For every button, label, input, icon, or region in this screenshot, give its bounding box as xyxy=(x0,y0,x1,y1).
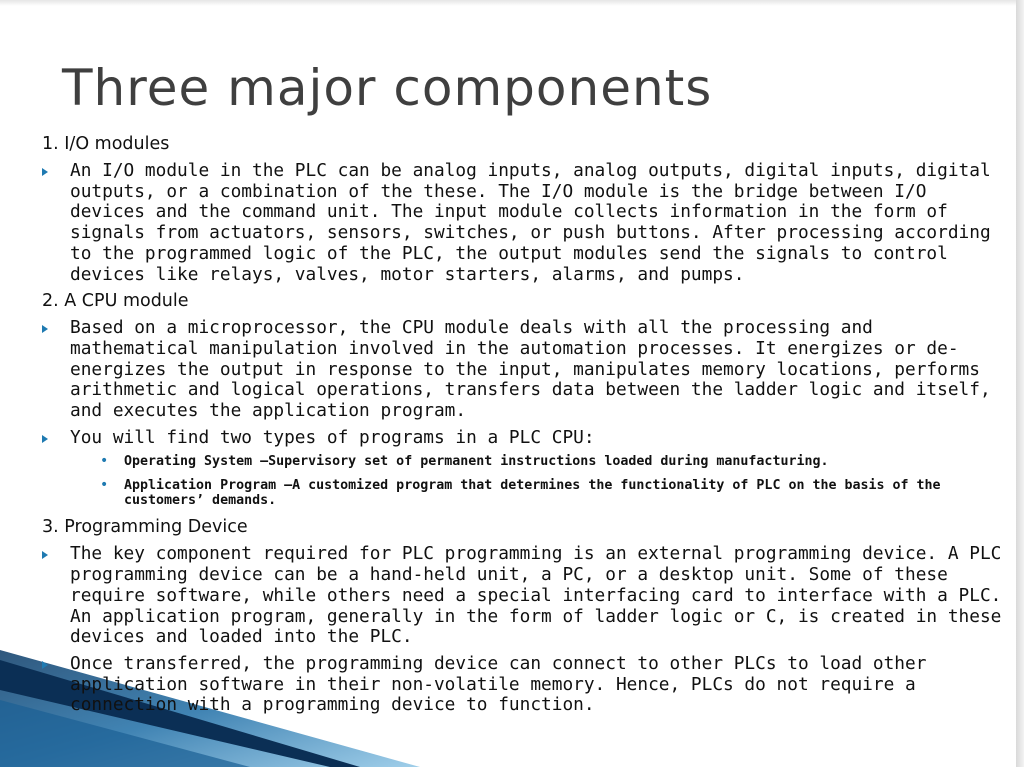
bullet-program-types xyxy=(42,428,1002,449)
section-heading-io-modules: 1. I/O modules xyxy=(42,134,170,154)
bullet-once-transferred xyxy=(42,654,1002,716)
section-heading-cpu-module: 2. A CPU module xyxy=(42,291,189,312)
subbullet-dot-icon: • xyxy=(100,477,109,494)
bullet-text: The key component required for PLC programming is an external programming device. A PLC programming device can be a hand-held unit, a PC, or a desktop unit. Some of these require software, while others need a special interfacing card to interface with a PLC. An application program, generally in the form of ladder logic or C, is created in these devices and loaded into the PLC. xyxy=(70,543,1002,648)
bullet-arrow-icon xyxy=(42,435,48,443)
bullet-text: An I/O module in the PLC can be analog inputs, analog outputs, digital inputs, digital outputs, or a combination of the these. The I/O module is the bridge between I/O devices and the command unit. The input module collects information in the form of signals from actuators, sensors, switches, or push buttons. After processing according to the programmed logic of the PLC, the output modules send the signals to control devices like relays, valves, motor starters, alarms, and pumps. xyxy=(70,160,991,285)
bullet-arrow-icon xyxy=(42,168,48,176)
bullet-arrow-icon xyxy=(42,661,48,669)
bullet-io-modules xyxy=(42,161,1002,285)
subbullet-text: Application Program –A customized program that determines the functionality of PLC on the basis of the customers’ demands. xyxy=(124,478,941,509)
subbullet-operating-system xyxy=(42,454,1002,469)
bullet-cpu-module xyxy=(42,318,1002,422)
slide-content xyxy=(42,134,1002,722)
bullet-text: Once transferred, the programming device can connect to other PLCs to load other application software in their non-volatile memory. Hence, PLCs do not require a connection with a programming device to function. xyxy=(70,652,927,716)
section-heading-programming-device: 3. Programming Device xyxy=(42,517,248,538)
bullet-text: You will find two types of programs in a PLC CPU: xyxy=(70,426,595,448)
subbullet-text: Operating System –Supervisory set of permanent instructions loaded during manufacturing. xyxy=(124,454,829,470)
subbullet-application-program xyxy=(42,478,1002,508)
bullet-text: Based on a microprocessor, the CPU module deals with all the processing and mathematical manipulation involved in the automation processes. It energizes or de-energizes the output in response to the input, manipulates memory locations, performs arithmetic and logical operations, transfers data between the ladder logic and itself, and executes the application program. xyxy=(70,317,991,422)
bullet-programming-device xyxy=(42,544,1002,648)
bullet-arrow-icon xyxy=(42,325,48,333)
bullet-arrow-icon xyxy=(42,551,48,559)
slide-title: Three major components xyxy=(62,59,713,117)
subbullet-dot-icon: • xyxy=(100,453,109,470)
